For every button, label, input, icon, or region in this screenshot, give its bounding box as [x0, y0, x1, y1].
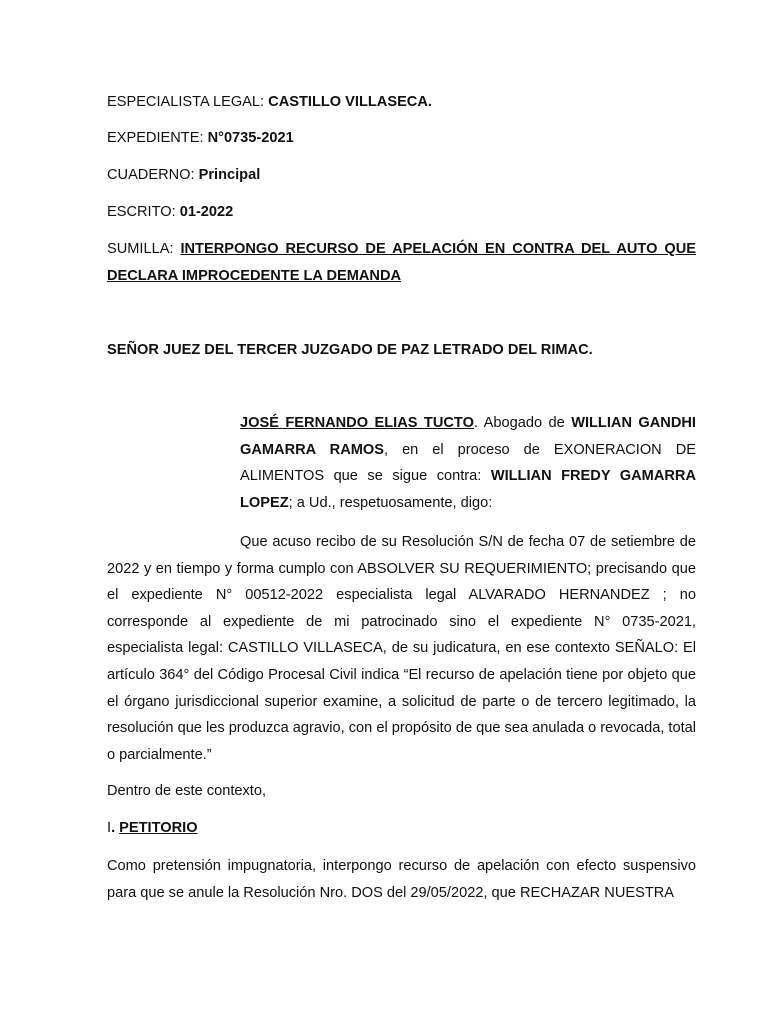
petitorio-title: PETITORIO [119, 820, 198, 836]
intro-paragraph [240, 410, 696, 516]
petitorio-dot: . [111, 820, 120, 836]
expediente-line [107, 129, 294, 147]
sumilla-line [107, 236, 696, 289]
sumilla-label: SUMILLA: [107, 241, 181, 257]
intro-text-1: . Abogado de [473, 415, 572, 431]
cuaderno-value: Principal [198, 167, 261, 183]
escrito-label: ESCRITO: [107, 204, 180, 220]
client-name: WILLIAN GANDHI GAMARRA RAMOS [240, 415, 696, 458]
escrito-value: 01-2022 [179, 204, 234, 220]
especialista-label: ESPECIALISTA LEGAL: [107, 94, 269, 110]
petitorio-text: Como pretensión impugnatoria, interpongo recurso de apelación con efecto suspensivo para que se anule la Resolución Nro. DOS del 29/05/2022, que RECHAZAR NUESTRA [107, 858, 696, 901]
opponent-name: WILLIAN FREDY GAMARRA LOPEZ [240, 468, 696, 511]
expediente-label: EXPEDIENTE: [107, 130, 208, 146]
cuaderno-label: CUADERNO: [107, 167, 199, 183]
intro-text-2: , en el proceso de EXONERACION DE ALIMENTOS que se sigue contra: [240, 441, 696, 485]
petitorio-heading [107, 819, 198, 837]
author-name: JOSÉ FERNANDO ELIAS TUCTO [240, 415, 474, 431]
escrito-line [107, 203, 233, 221]
court-address: SEÑOR JUEZ DEL TERCER JUZGADO DE PAZ LETRADO DEL RIMAC. [107, 342, 593, 358]
cuaderno-line [107, 166, 260, 184]
body-paragraph: Que acuso recibo de su Resolución S/N de fecha 07 de setiembre de 2022 y en tiempo y forma cumplo con ABSOLVER SU REQUERIMIENTO; precisando que el expediente N° 00512-2022 especialista legal ALVARADO HERNANDEZ ; no corresponde al expediente de mi patrocinado sino el expediente N° 0735-2021, especialista legal: CASTILLO VILLASECA, de su judicatura, en ese contexto SEÑALO: El artículo 364° del Código Procesal Civil indica “El recurso de apelación tiene por objeto que el órgano jurisdiccional superior examine, a solicitud de parte o de tercero legitimado, la resolución que les produzca agravio, con el propósito de que sea anulada o revocada, total o parcialmente.” [107, 534, 697, 763]
especialista-line [107, 93, 432, 111]
especialista-value: CASTILLO VILLASECA. [268, 94, 432, 110]
intro-text-3: ; a Ud., respetuosamente, digo: [288, 494, 493, 511]
sumilla-value: INTERPONGO RECURSO DE APELACIÓN EN CONTRA DEL AUTO QUE DECLARA IMPROCEDENTE LA DEMANDA [107, 241, 696, 284]
context-line: Dentro de este contexto, [107, 783, 267, 799]
petitorio-numeral: I [107, 820, 112, 836]
expediente-value: N°0735-2021 [207, 130, 294, 146]
